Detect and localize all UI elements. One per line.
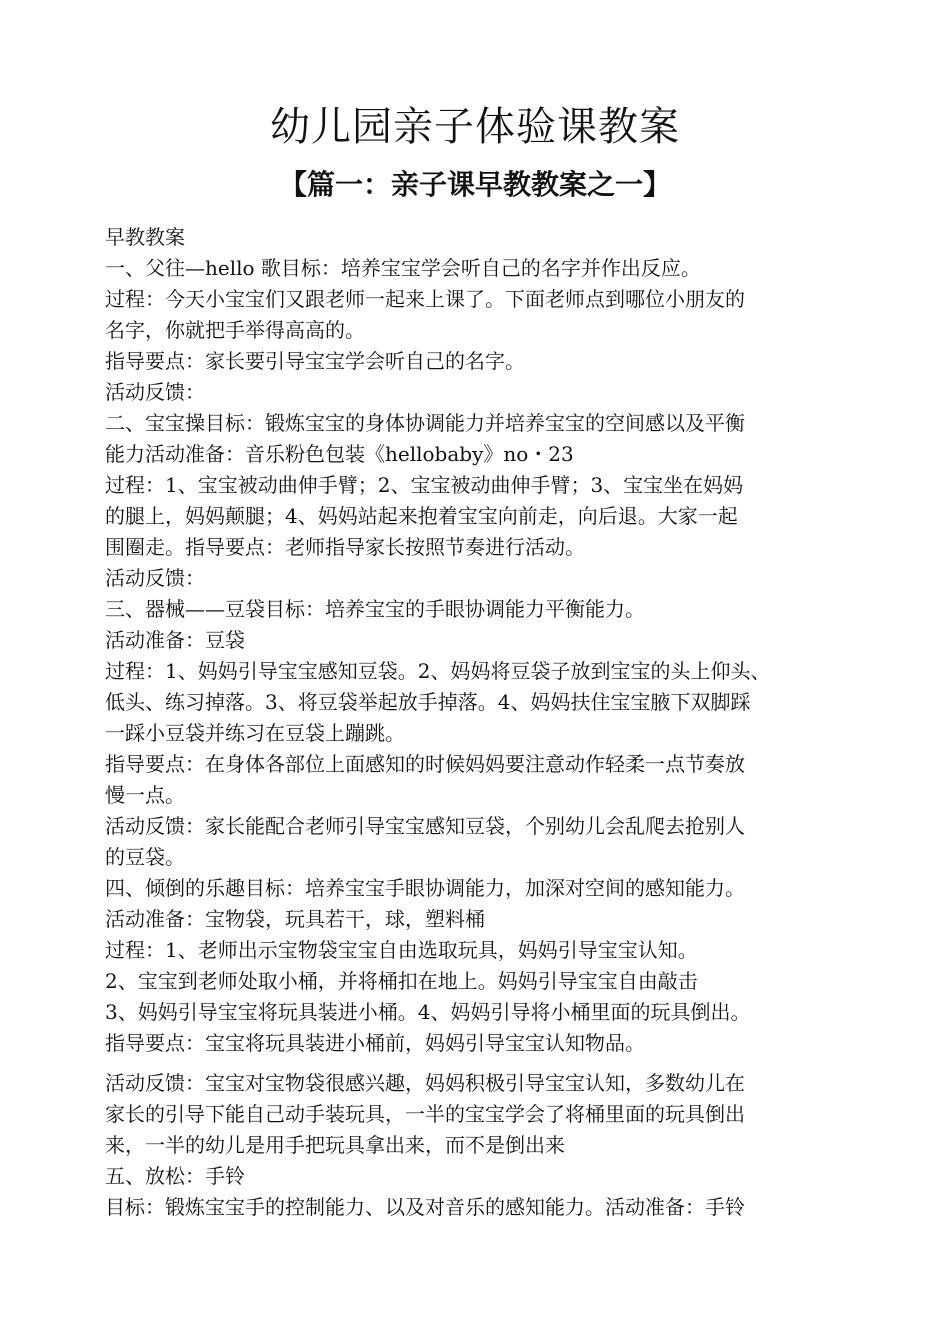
body-line: 一踩小豆袋并练习在豆袋上蹦跳。 bbox=[105, 721, 405, 745]
body-line: 指导要点：家长要引导宝宝学会听自己的名字。 bbox=[105, 349, 525, 373]
document-title: 幼儿园亲子体验课教案 bbox=[270, 104, 680, 150]
body-line: 慢一点。 bbox=[105, 783, 185, 807]
body-line: 来，一半的幼儿是用手把玩具拿出来，而不是倒出来 bbox=[105, 1133, 565, 1157]
body-line: 名字，你就把手举得高高的。 bbox=[105, 318, 365, 342]
body-line: 五、放松：手铃 bbox=[105, 1164, 245, 1188]
body-line: 目标：锻炼宝宝手的控制能力、以及对音乐的感知能力。活动准备：手铃 bbox=[105, 1195, 745, 1219]
body-line: 二、宝宝操目标：锻炼宝宝的身体协调能力并培养宝宝的空间感以及平衡 bbox=[105, 411, 745, 435]
body-line: 的豆袋。 bbox=[105, 845, 185, 869]
body-line: 能力活动准备：音乐粉色包装《hellobaby》no・23 bbox=[105, 442, 574, 466]
body-line: 3、妈妈引导宝宝将玩具装进小桶。4、妈妈引导将小桶里面的玩具倒出。 bbox=[105, 1000, 751, 1024]
body-line: 2、宝宝到老师处取小桶，并将桶扣在地上。妈妈引导宝宝自由敲击 bbox=[105, 969, 698, 993]
body-line: 活动反馈： bbox=[105, 380, 205, 404]
body-line: 三、器械——豆袋目标：培养宝宝的手眼协调能力平衡能力。 bbox=[105, 597, 645, 621]
body-line: 低头、练习掉落。3、将豆袋举起放手掉落。4、妈妈扶住宝宝腋下双脚踩 bbox=[105, 690, 751, 714]
body-line: 过程：1、宝宝被动曲伸手臂；2、宝宝被动曲伸手臂；3、宝宝坐在妈妈 bbox=[105, 473, 744, 497]
body-line: 活动反馈： bbox=[105, 566, 205, 590]
body-line: 过程：1、妈妈引导宝宝感知豆袋。2、妈妈将豆袋子放到宝宝的头上仰头、 bbox=[105, 659, 771, 683]
document-subtitle: 【篇一：亲子课早教教案之一】 bbox=[278, 168, 671, 201]
document-body bbox=[105, 222, 865, 1223]
body-line: 活动准备：宝物袋，玩具若干，球，塑料桶 bbox=[105, 907, 485, 931]
body-line: 早教教案 bbox=[105, 225, 185, 249]
body-line: 一、父往—hello 歌目标：培养宝宝学会听自己的名字并作出反应。 bbox=[105, 256, 701, 280]
body-line: 过程：1、老师出示宝物袋宝宝自由选取玩具，妈妈引导宝宝认知。 bbox=[105, 938, 698, 962]
body-line: 围圈走。指导要点：老师指导家长按照节奏进行活动。 bbox=[105, 535, 585, 559]
body-line: 家长的引导下能自己动手装玩具，一半的宝宝学会了将桶里面的玩具倒出 bbox=[105, 1102, 745, 1126]
body-line: 指导要点：宝宝将玩具装进小桶前，妈妈引导宝宝认知物品。 bbox=[105, 1031, 645, 1055]
body-line: 活动准备：豆袋 bbox=[105, 628, 245, 652]
body-line: 四、倾倒的乐趣目标：培养宝宝手眼协调能力，加深对空间的感知能力。 bbox=[105, 876, 745, 900]
body-line: 指导要点：在身体各部位上面感知的时候妈妈要注意动作轻柔一点节奏放 bbox=[105, 752, 745, 776]
body-line: 的腿上，妈妈颠腿；4、妈妈站起来抱着宝宝向前走，向后退。大家一起 bbox=[105, 504, 738, 528]
body-line: 活动反馈：家长能配合老师引导宝宝感知豆袋，个别幼儿会乱爬去抢别人 bbox=[105, 814, 745, 838]
body-line: 过程：今天小宝宝们又跟老师一起来上课了。下面老师点到哪位小朋友的 bbox=[105, 287, 745, 311]
body-line: 活动反馈：宝宝对宝物袋很感兴趣，妈妈积极引导宝宝认知，多数幼儿在 bbox=[105, 1071, 745, 1095]
